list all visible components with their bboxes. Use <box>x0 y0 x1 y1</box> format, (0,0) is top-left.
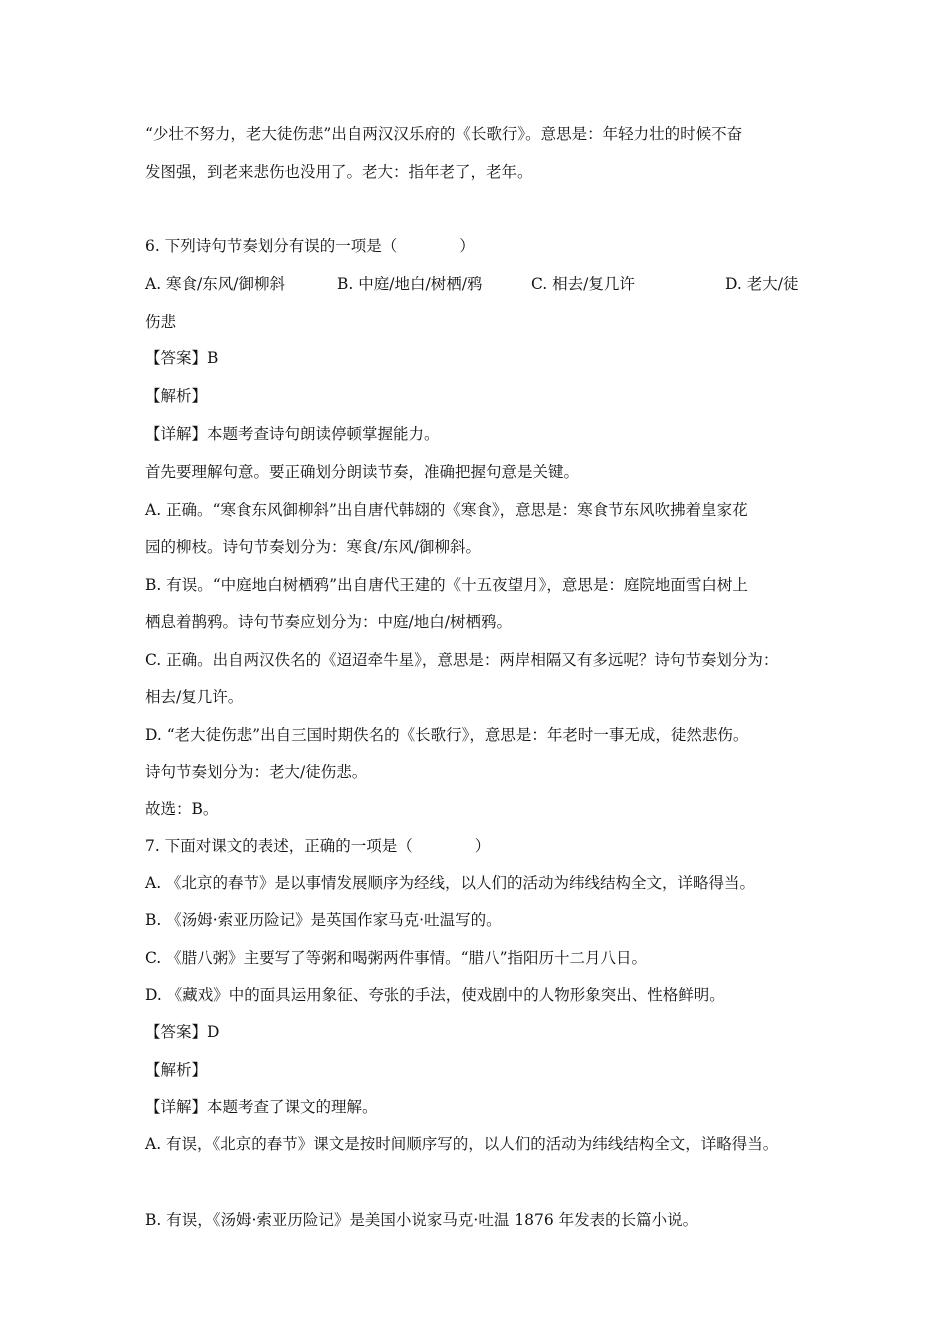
q6-option-a: A. 寒食/东风/御柳斜 <box>145 275 285 293</box>
q7-stem: 7. 下面对课文的表述，正确的一项是（ ） <box>145 837 491 855</box>
q7-option-b: B. 《汤姆·索亚历险记》是英国作家马克·吐温写的。 <box>145 911 502 929</box>
q6-options <box>145 274 815 294</box>
q6-explain-line: B. 有误。“中庭地白树栖鸦”出自唐代王建的《十五夜望月》，意思是：庭院地面雪白树上 <box>145 576 748 594</box>
q7-option-d: D. 《藏戏》中的面具运用象征、夸张的手法，使戏剧中的人物形象突出、性格鲜明。 <box>145 986 725 1004</box>
q7-detail: 【详解】本题考查了课文的理解。 <box>145 1098 378 1116</box>
q6-option-d: D. 老大/徒 <box>725 275 799 293</box>
q7-analysis-heading: 【解析】 <box>145 1061 208 1079</box>
q7-explain-line: B. 有误，《汤姆·索亚历险记》是美国小说家马克·吐温 1876 年发表的长篇小说。 <box>145 1211 699 1229</box>
q6-explain-line: C. 正确。出自两汉佚名的《迢迢牵牛星》，意思是：两岸相隔又有多远呢？诗句节奏划分为： <box>145 651 779 669</box>
q6-stem: 6. 下列诗句节奏划分有误的一项是（ ） <box>145 237 475 255</box>
q6-detail: 【详解】本题考查诗句朗读停顿掌握能力。 <box>145 425 440 443</box>
q6-explain-line: 首先要理解句意。要正确划分朗读节奏，准确把握句意是关键。 <box>145 463 580 481</box>
q6-conclusion: 故选：B。 <box>145 800 219 818</box>
q6-option-d-cont: 伤悲 <box>145 313 177 331</box>
q6-explain-line: 诗句节奏划分为：老大/徒伤悲。 <box>145 763 368 781</box>
q6-option-b: B. 中庭/地白/树栖/鸦 <box>337 275 483 293</box>
intro-line-1: “少壮不努力，老大徒伤悲”出自两汉汉乐府的《长歌行》。意思是：年轻力壮的时候不奋 <box>145 125 743 143</box>
q7-answer: 【答案】D <box>145 1023 220 1041</box>
q7-option-c: C. 《腊八粥》主要写了等粥和喝粥两件事情。“腊八”指阳历十二月八日。 <box>145 949 648 967</box>
q6-explain-line: A. 正确。“寒食东风御柳斜”出自唐代韩翃的《寒食》，意思是：寒食节东风吹拂着皇家花 <box>145 501 748 519</box>
q6-answer: 【答案】B <box>145 349 219 367</box>
q6-explain-line: 园的柳枝。诗句节奏划分为：寒食/东风/御柳斜。 <box>145 538 481 556</box>
q6-explain-line: 相去/复几许。 <box>145 688 244 706</box>
q7-option-a: A. 《北京的春节》是以事情发展顺序为经线，以人们的活动为纬线结构全文，详略得当。 <box>145 874 756 892</box>
q7-explain-line: A. 有误，《北京的春节》课文是按时间顺序写的，以人们的活动为纬线结构全文，详略得当。 <box>145 1135 779 1153</box>
q6-explain-line: 栖息着鹊鸦。诗句节奏应划分为：中庭/地白/树栖鸦。 <box>145 613 512 631</box>
q6-option-c: C. 相去/复几许 <box>531 275 635 293</box>
q6-explain-line: D. “老大徒伤悲”出自三国时期佚名的《长歌行》，意思是：年老时一事无成，徒然悲伤。 <box>145 726 749 744</box>
intro-line-2: 发图强，到老来悲伤也没用了。老大：指年老了，老年。 <box>145 163 533 181</box>
q6-analysis-heading: 【解析】 <box>145 387 208 405</box>
